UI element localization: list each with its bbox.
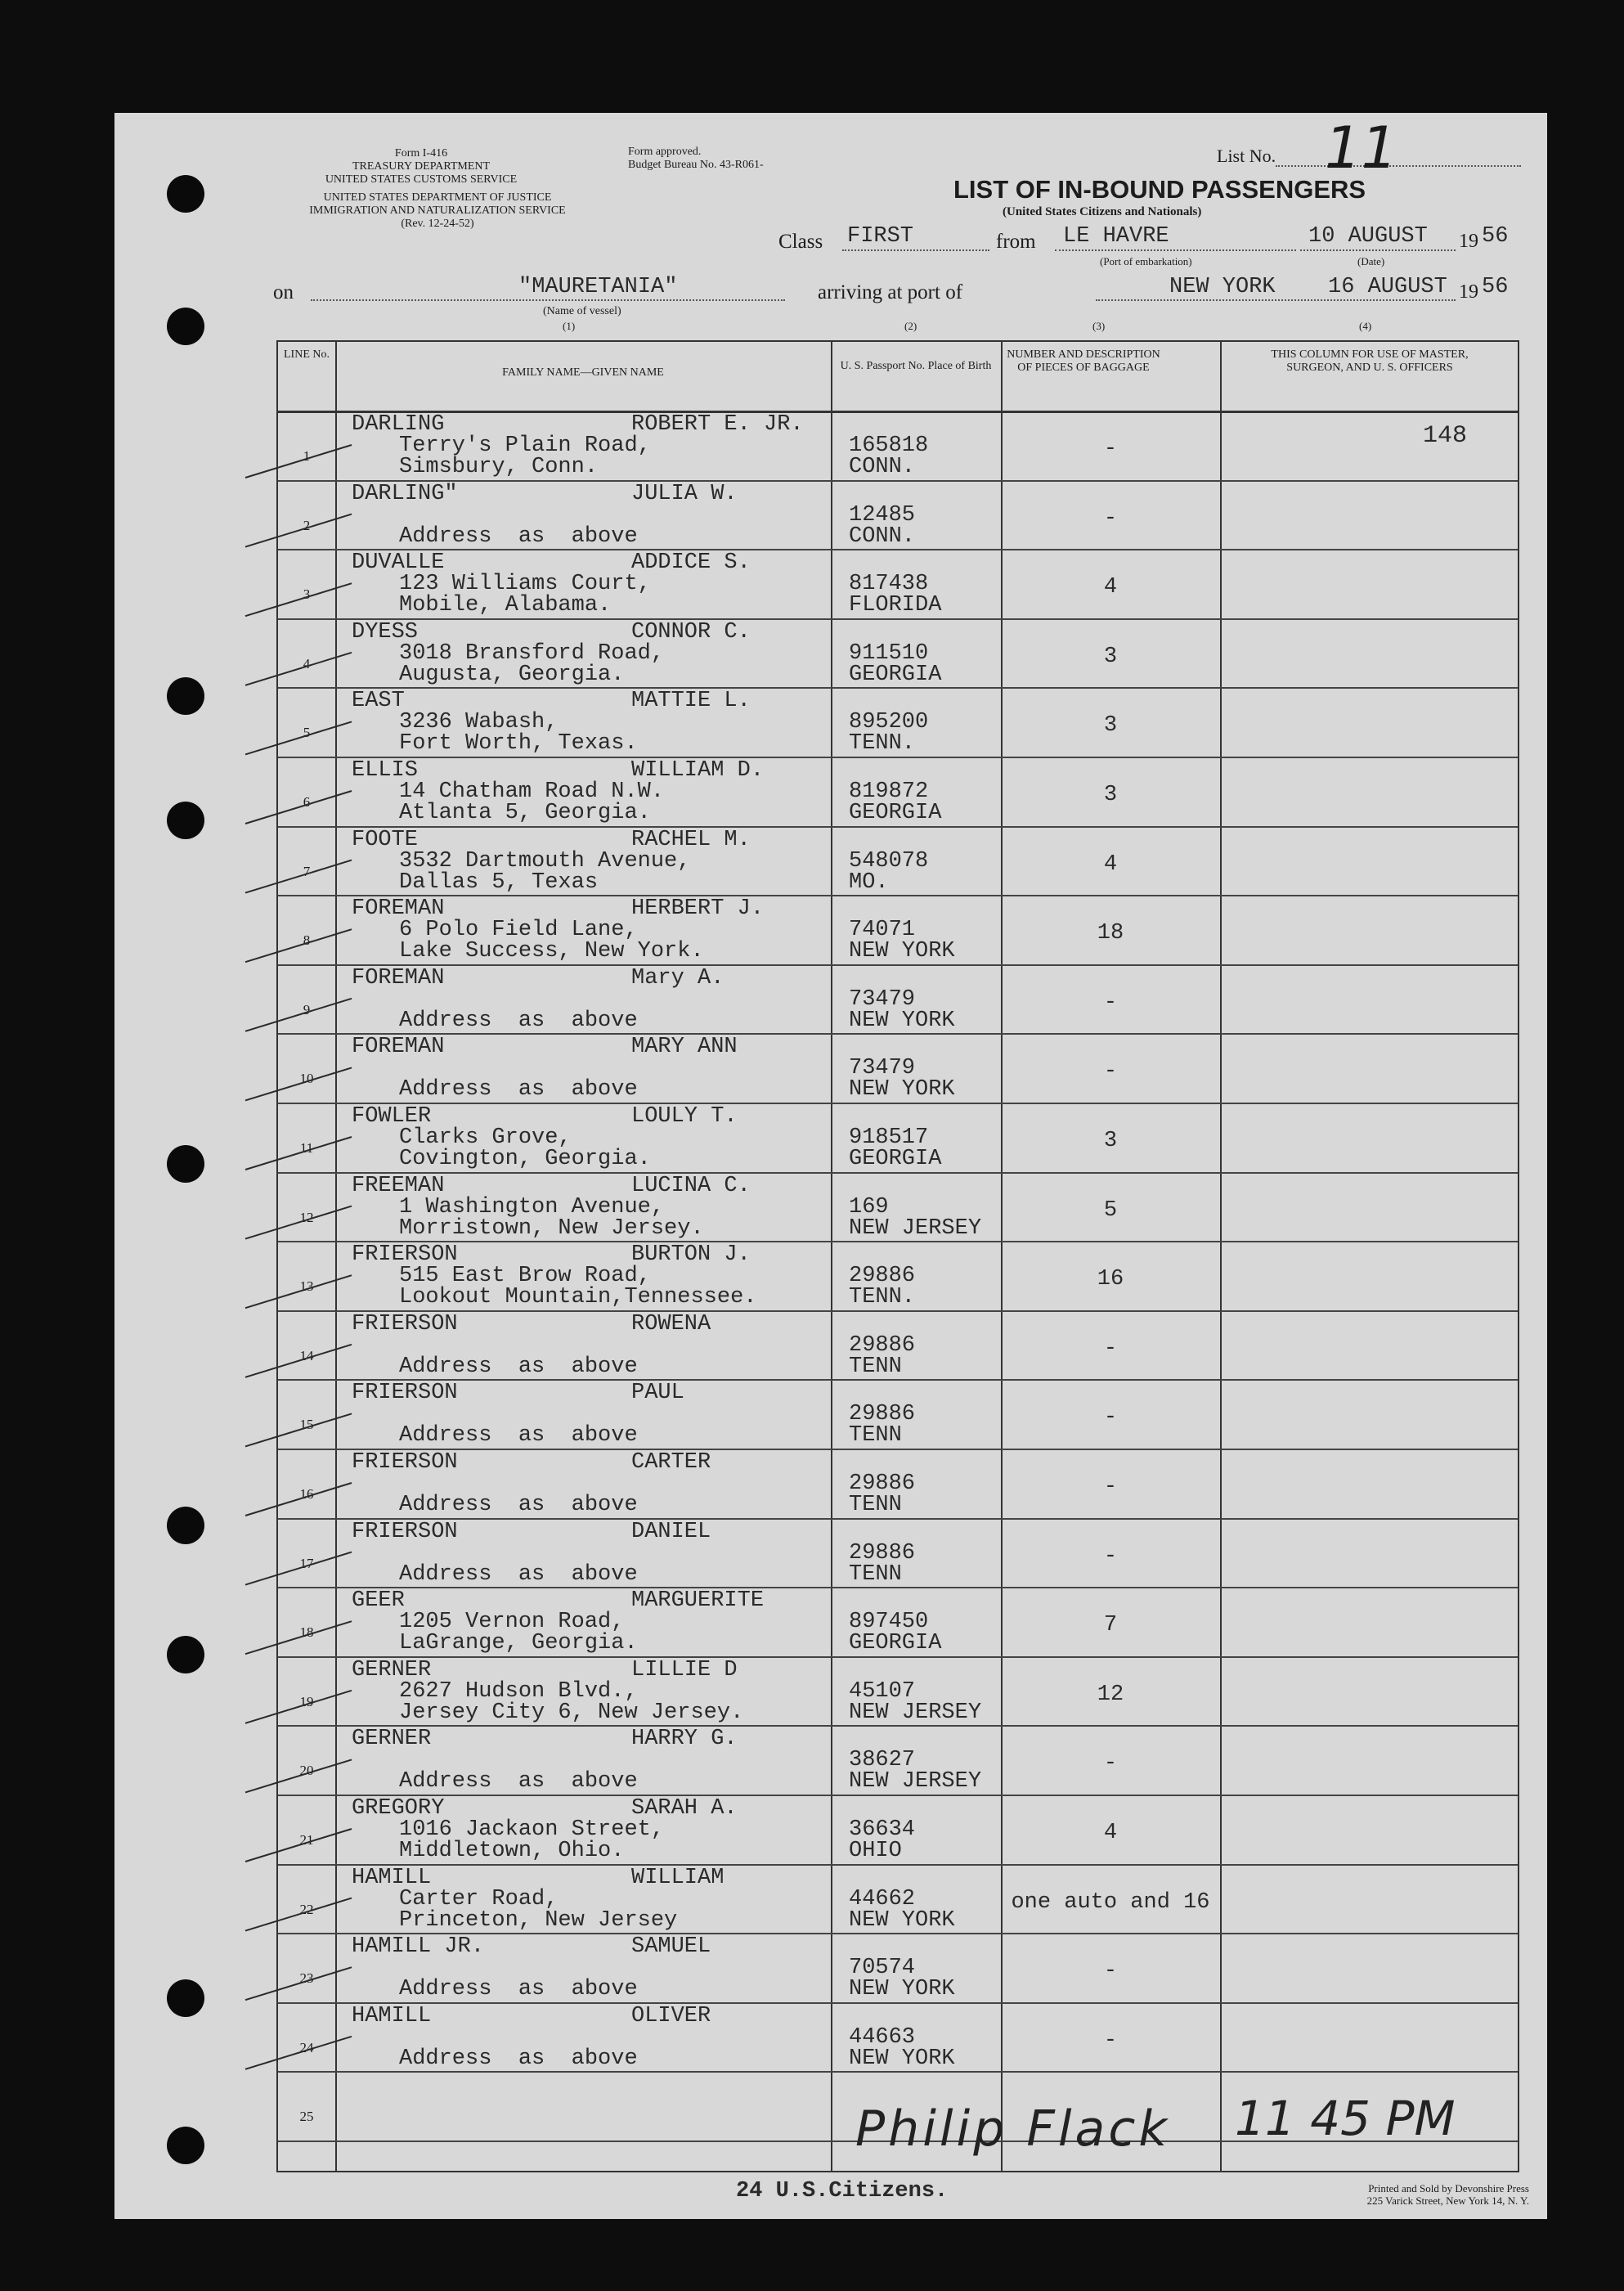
passport-number: 36634 bbox=[849, 1817, 916, 1842]
header-line-no: LINE No. bbox=[284, 348, 330, 361]
tick-mark bbox=[245, 1691, 352, 1723]
family-name: FREEMAN bbox=[352, 1173, 445, 1198]
col2-caption: (2) bbox=[904, 320, 917, 332]
address-line-1: 3532 Dartmouth Avenue, bbox=[399, 848, 691, 874]
line-number: 14 bbox=[299, 1347, 314, 1363]
family-name: GERNER bbox=[352, 1657, 432, 1682]
arrival-port: NEW YORK bbox=[1169, 275, 1276, 299]
baggage-count: - bbox=[1103, 1959, 1118, 1984]
family-name: FRIERSON bbox=[352, 1311, 458, 1336]
tick-mark bbox=[245, 1137, 352, 1170]
line-number: 12 bbox=[299, 1209, 314, 1225]
place-of-birth: GEORGIA bbox=[849, 1147, 942, 1171]
address-line-2: Address as above bbox=[399, 1008, 638, 1033]
line-number: 16 bbox=[299, 1485, 314, 1502]
line-number: 13 bbox=[299, 1278, 314, 1295]
arriving-label: arriving at port of bbox=[818, 281, 963, 303]
header-officers: THIS COLUMN FOR USE OF MASTER, SURGEON, AND U. S. OFFICERS bbox=[1271, 348, 1469, 374]
passport-number: 918517 bbox=[849, 1125, 929, 1150]
given-name: ROWENA bbox=[631, 1311, 711, 1336]
baggage-count: 3 bbox=[1103, 1129, 1118, 1153]
given-name: CARTER bbox=[631, 1450, 711, 1475]
line-number: 20 bbox=[299, 1763, 314, 1779]
line-number: 22 bbox=[299, 1901, 314, 1917]
approval-line: Budget Bureau No. 43-R061- bbox=[628, 159, 764, 171]
place-of-birth: NEW YORK bbox=[849, 2046, 955, 2071]
baggage-count: - bbox=[1103, 1405, 1118, 1431]
place-of-birth: NEW YORK bbox=[849, 1008, 955, 1033]
place-of-birth: OHIO bbox=[849, 1839, 902, 1863]
address-line-1: 3018 Bransford Road, bbox=[399, 640, 665, 666]
family-name: HAMILL bbox=[352, 1865, 432, 1890]
given-name: BURTON J. bbox=[631, 1242, 751, 1268]
given-name: PAUL bbox=[631, 1381, 684, 1406]
year-prefix: 19 bbox=[1459, 231, 1478, 252]
place-of-birth: TENN bbox=[849, 1561, 902, 1587]
address-line-2: Princeton, New Jersey bbox=[399, 1907, 678, 1933]
address-line-2: Simsbury, Conn. bbox=[399, 455, 599, 479]
baggage-count: 3 bbox=[1103, 644, 1118, 669]
address-line-2: Jersey City 6, New Jersey. bbox=[399, 1700, 744, 1725]
tick-mark bbox=[245, 1759, 352, 1792]
address-line-2: Address as above bbox=[399, 1077, 638, 1103]
printer-line: Printed and Sold by Devonshire Press bbox=[1368, 2182, 1529, 2194]
given-name: MARGUERITE bbox=[631, 1588, 765, 1614]
baggage-count: 3 bbox=[1103, 713, 1118, 739]
line-number: 9 bbox=[303, 1001, 311, 1017]
family-name: FOOTE bbox=[352, 827, 419, 852]
year-suffix: 56 bbox=[1482, 224, 1509, 249]
place-of-birth: NEW YORK bbox=[849, 939, 955, 964]
justice-line: UNITED STATES DEPARTMENT OF JUSTICE bbox=[323, 191, 552, 204]
baggage-count: 16 bbox=[1097, 1267, 1124, 1292]
family-name: HAMILL JR. bbox=[352, 1934, 485, 1960]
tick-mark bbox=[245, 791, 352, 824]
tick-mark bbox=[245, 929, 352, 962]
given-name: CONNOR C. bbox=[631, 619, 751, 645]
tick-mark bbox=[245, 445, 352, 478]
passport-number: 44663 bbox=[849, 2024, 916, 2050]
given-name: LILLIE D bbox=[631, 1657, 738, 1682]
tick-mark bbox=[245, 514, 352, 547]
baggage-count: 4 bbox=[1103, 851, 1118, 877]
place-of-birth: TENN bbox=[849, 1423, 902, 1449]
family-name: DARLING" bbox=[352, 481, 458, 506]
address-line-2: Address as above bbox=[399, 1977, 638, 2002]
given-name: Mary A. bbox=[631, 965, 725, 991]
family-name: DARLING bbox=[352, 412, 445, 437]
line-number: 5 bbox=[303, 725, 311, 741]
address-line-1: 123 Williams Court, bbox=[399, 572, 651, 597]
given-name: HARRY G. bbox=[631, 1727, 738, 1752]
given-name: LUCINA C. bbox=[631, 1173, 751, 1198]
family-name: FOREMAN bbox=[352, 1035, 445, 1060]
place-of-birth: CONN. bbox=[849, 455, 916, 479]
address-line-1: 1016 Jackaon Street, bbox=[399, 1817, 665, 1842]
place-of-birth: MO. bbox=[849, 869, 889, 895]
date-caption: (Date) bbox=[1357, 255, 1385, 267]
tick-mark bbox=[245, 1967, 352, 2000]
address-line-2: Augusta, Georgia. bbox=[399, 662, 625, 687]
given-name: OLIVER bbox=[631, 2003, 711, 2028]
given-name: ROBERT E. JR. bbox=[631, 412, 804, 437]
printer-line: 225 Varick Street, New York 14, N. Y. bbox=[1366, 2194, 1529, 2207]
address-line-2: Middletown, Ohio. bbox=[399, 1839, 625, 1863]
baggage-count: 7 bbox=[1103, 1613, 1118, 1638]
line-number: 7 bbox=[303, 863, 311, 879]
tick-mark bbox=[245, 1067, 352, 1100]
list-no-value: 11 bbox=[1325, 115, 1398, 182]
baggage-count: 5 bbox=[1103, 1197, 1118, 1223]
given-name: DANIEL bbox=[631, 1519, 711, 1544]
justice-line: IMMIGRATION AND NATURALIZATION SERVICE bbox=[309, 204, 566, 217]
passport-number: 38627 bbox=[849, 1748, 916, 1773]
revision: (Rev. 12-24-52) bbox=[401, 218, 474, 230]
passport-number: 548078 bbox=[849, 848, 929, 874]
place-of-birth: GEORGIA bbox=[849, 801, 942, 825]
passport-number: 29886 bbox=[849, 1540, 916, 1566]
address-line-2: Address as above bbox=[399, 1561, 638, 1587]
place-of-birth: TENN bbox=[849, 1493, 902, 1517]
line-number: 8 bbox=[303, 932, 311, 949]
passport-number: 165818 bbox=[849, 433, 929, 458]
total-citizens: 24 U.S.Citizens. bbox=[736, 2179, 949, 2203]
baggage-count: - bbox=[1103, 437, 1118, 461]
passport-number: 911510 bbox=[849, 640, 929, 666]
passport-number: 895200 bbox=[849, 710, 929, 735]
passport-number: 169 bbox=[849, 1194, 889, 1220]
passport-number: 817438 bbox=[849, 572, 929, 597]
address-line-2: Dallas 5, Texas bbox=[399, 869, 599, 895]
passport-number: 29886 bbox=[849, 1264, 916, 1289]
address-line-1: Clarks Grove, bbox=[399, 1125, 572, 1150]
tick-mark bbox=[245, 1275, 352, 1308]
list-no-label: List No. bbox=[1217, 146, 1276, 166]
passport-number: 73479 bbox=[849, 1056, 916, 1081]
family-name: FRIERSON bbox=[352, 1242, 458, 1268]
passport-number: 44662 bbox=[849, 1886, 916, 1911]
family-name: ELLIS bbox=[352, 758, 419, 783]
given-name: WILLIAM D. bbox=[631, 758, 765, 783]
baggage-count: - bbox=[1103, 505, 1118, 531]
given-name: SARAH A. bbox=[631, 1796, 738, 1821]
line-number: 6 bbox=[303, 793, 311, 810]
page-title: LIST OF IN-BOUND PASSENGERS bbox=[953, 175, 1366, 204]
family-name: FRIERSON bbox=[352, 1381, 458, 1406]
dept-line: UNITED STATES CUSTOMS SERVICE bbox=[325, 173, 518, 186]
address-line-2: Address as above bbox=[399, 2046, 638, 2071]
address-line-2: Address as above bbox=[399, 1769, 638, 1795]
tick-mark bbox=[245, 1552, 352, 1585]
line-number: 10 bbox=[299, 1071, 314, 1087]
tick-mark bbox=[245, 653, 352, 685]
place-of-birth: NEW JERSEY bbox=[849, 1769, 982, 1795]
address-line-1: 14 Chatham Road N.W. bbox=[399, 779, 665, 804]
tick-mark bbox=[245, 1621, 352, 1654]
tick-mark bbox=[245, 1829, 352, 1862]
baggage-count: - bbox=[1103, 2028, 1118, 2053]
given-name: RACHEL M. bbox=[631, 827, 751, 852]
given-name: MARY ANN bbox=[631, 1035, 738, 1060]
class-label: Class bbox=[778, 231, 823, 253]
from-value: LE HAVRE bbox=[1063, 224, 1169, 249]
line-number: 1 bbox=[303, 447, 311, 464]
baggage-count: - bbox=[1103, 1751, 1118, 1777]
address-line-2: Address as above bbox=[399, 523, 638, 549]
year-suffix-2: 56 bbox=[1482, 275, 1509, 299]
baggage-count: - bbox=[1103, 1543, 1118, 1569]
line-number: 17 bbox=[299, 1555, 314, 1571]
tick-mark bbox=[245, 721, 352, 754]
place-of-birth: NEW YORK bbox=[849, 1977, 955, 2002]
place-of-birth: TENN. bbox=[849, 731, 916, 757]
family-name: DUVALLE bbox=[352, 550, 445, 576]
baggage-count: 12 bbox=[1097, 1682, 1124, 1707]
passport-number: 29886 bbox=[849, 1332, 916, 1358]
address-line-1: 1 Washington Avenue, bbox=[399, 1194, 665, 1220]
given-name: HERBERT J. bbox=[631, 896, 765, 922]
year-prefix-2: 19 bbox=[1459, 281, 1478, 303]
header-name: FAMILY NAME—GIVEN NAME bbox=[502, 366, 664, 379]
passport-number: 12485 bbox=[849, 502, 916, 528]
line-number: 2 bbox=[303, 517, 311, 533]
arrival-date: 16 AUGUST bbox=[1328, 275, 1447, 299]
place-of-birth: GEORGIA bbox=[849, 662, 942, 687]
address-line-2: Address as above bbox=[399, 1423, 638, 1449]
baggage-count: one auto and 16 bbox=[1011, 1889, 1210, 1915]
address-line-2: Lookout Mountain,Tennessee. bbox=[399, 1285, 757, 1310]
on-label: on bbox=[273, 281, 294, 303]
address-line-1: 2627 Hudson Blvd., bbox=[399, 1678, 638, 1704]
place-of-birth: NEW YORK bbox=[849, 1077, 955, 1103]
address-line-1: 515 East Brow Road, bbox=[399, 1264, 651, 1289]
address-line-1: 6 Polo Field Lane, bbox=[399, 918, 638, 943]
given-name: LOULY T. bbox=[631, 1104, 738, 1129]
address-line-2: Address as above bbox=[399, 1354, 638, 1379]
address-line-2: Atlanta 5, Georgia. bbox=[399, 801, 651, 825]
dept-line: TREASURY DEPARTMENT bbox=[352, 160, 491, 173]
officer-note: 148 bbox=[1423, 422, 1468, 450]
family-name: EAST bbox=[352, 689, 405, 714]
class-value: FIRST bbox=[847, 224, 914, 249]
family-name: GEER bbox=[352, 1588, 405, 1614]
line-number: 21 bbox=[299, 1831, 314, 1848]
family-name: FOREMAN bbox=[352, 896, 445, 922]
baggage-count: - bbox=[1103, 1059, 1118, 1085]
address-line-1: 1205 Vernon Road, bbox=[399, 1610, 625, 1635]
address-line-2: LaGrange, Georgia. bbox=[399, 1631, 638, 1656]
line-number: 15 bbox=[299, 1417, 314, 1433]
col1-caption: (1) bbox=[563, 320, 576, 332]
given-name: SAMUEL bbox=[631, 1934, 711, 1960]
tick-mark bbox=[245, 860, 352, 893]
family-name: FRIERSON bbox=[352, 1519, 458, 1544]
baggage-count: - bbox=[1103, 1336, 1118, 1361]
address-line-1: Carter Road, bbox=[399, 1886, 559, 1911]
passport-number: 70574 bbox=[849, 1956, 916, 1981]
family-name: DYESS bbox=[352, 619, 419, 645]
place-of-birth: NEW JERSEY bbox=[849, 1700, 982, 1725]
address-line-1: Terry's Plain Road, bbox=[399, 433, 651, 458]
baggage-count: - bbox=[1103, 990, 1118, 1015]
place-of-birth: NEW YORK bbox=[849, 1907, 955, 1933]
place-of-birth: NEW JERSEY bbox=[849, 1215, 982, 1241]
signature-time: 11 45 PM bbox=[1235, 2091, 1456, 2146]
place-of-birth: TENN bbox=[849, 1354, 902, 1379]
line-number: 23 bbox=[299, 1970, 314, 1987]
passport-number: 74071 bbox=[849, 918, 916, 943]
family-name: GREGORY bbox=[352, 1796, 445, 1821]
line-number: 24 bbox=[299, 2039, 314, 2055]
baggage-count: 3 bbox=[1103, 783, 1118, 807]
tick-mark bbox=[245, 999, 352, 1031]
family-name: FRIERSON bbox=[352, 1450, 458, 1475]
baggage-count: - bbox=[1103, 1475, 1118, 1499]
tick-mark bbox=[245, 583, 352, 616]
header-baggage: NUMBER AND DESCRIPTION OF PIECES OF BAGGAGE bbox=[1007, 348, 1160, 374]
given-name: MATTIE L. bbox=[631, 689, 751, 714]
address-line-2: Morristown, New Jersey. bbox=[399, 1215, 704, 1241]
line-number: 11 bbox=[299, 1139, 314, 1156]
line-number: 25 bbox=[299, 2109, 314, 2125]
tick-mark bbox=[245, 1413, 352, 1446]
family-name: FOREMAN bbox=[352, 965, 445, 991]
given-name: WILLIAM bbox=[631, 1865, 725, 1890]
embark-caption: (Port of embarkation) bbox=[1100, 255, 1192, 267]
vessel-caption: (Name of vessel) bbox=[543, 305, 621, 317]
line-number: 18 bbox=[299, 1624, 314, 1641]
tick-mark bbox=[245, 1345, 352, 1377]
passport-number: 897450 bbox=[849, 1610, 929, 1635]
page-subtitle: (United States Citizens and Nationals) bbox=[1003, 205, 1202, 218]
given-name: ADDICE S. bbox=[631, 550, 751, 576]
family-name: FOWLER bbox=[352, 1104, 432, 1129]
place-of-birth: FLORIDA bbox=[849, 593, 942, 618]
place-of-birth: GEORGIA bbox=[849, 1631, 942, 1656]
baggage-count: 18 bbox=[1097, 921, 1124, 946]
tick-mark bbox=[245, 1206, 352, 1239]
from-label: from bbox=[996, 231, 1036, 253]
passport-number: 819872 bbox=[849, 779, 929, 804]
approval-line: Form approved. bbox=[628, 146, 702, 158]
form-id: Form I-416 bbox=[394, 147, 448, 159]
place-of-birth: TENN. bbox=[849, 1285, 916, 1310]
address-line-2: Address as above bbox=[399, 1493, 638, 1517]
line-number: 4 bbox=[303, 655, 311, 672]
address-line-2: Fort Worth, Texas. bbox=[399, 731, 638, 757]
passport-number: 29886 bbox=[849, 1471, 916, 1496]
address-line-1: 3236 Wabash, bbox=[399, 710, 559, 735]
tick-mark bbox=[245, 1898, 352, 1931]
address-line-2: Mobile, Alabama. bbox=[399, 593, 612, 618]
col3-caption: (3) bbox=[1092, 320, 1106, 332]
header-passport: U. S. Passport No. Place of Birth bbox=[840, 360, 992, 372]
passport-number: 29886 bbox=[849, 1402, 916, 1427]
passport-number: 73479 bbox=[849, 986, 916, 1012]
line-number: 19 bbox=[299, 1693, 314, 1709]
col4-caption: (4) bbox=[1359, 320, 1372, 332]
baggage-count: 4 bbox=[1103, 575, 1118, 600]
tick-mark bbox=[245, 1483, 352, 1516]
place-of-birth: CONN. bbox=[849, 523, 916, 549]
line-number: 3 bbox=[303, 586, 311, 603]
address-line-2: Covington, Georgia. bbox=[399, 1147, 651, 1171]
family-name: HAMILL bbox=[352, 2003, 432, 2028]
vessel-name: "MAURETANIA" bbox=[518, 275, 678, 299]
tick-mark bbox=[245, 2037, 352, 2069]
family-name: GERNER bbox=[352, 1727, 432, 1752]
given-name: JULIA W. bbox=[631, 481, 738, 506]
signature: Philip Flack bbox=[855, 2100, 1171, 2158]
baggage-count: 4 bbox=[1103, 1821, 1118, 1845]
address-line-2: Lake Success, New York. bbox=[399, 939, 704, 964]
depart-date: 10 AUGUST bbox=[1308, 224, 1428, 249]
passport-number: 45107 bbox=[849, 1678, 916, 1704]
